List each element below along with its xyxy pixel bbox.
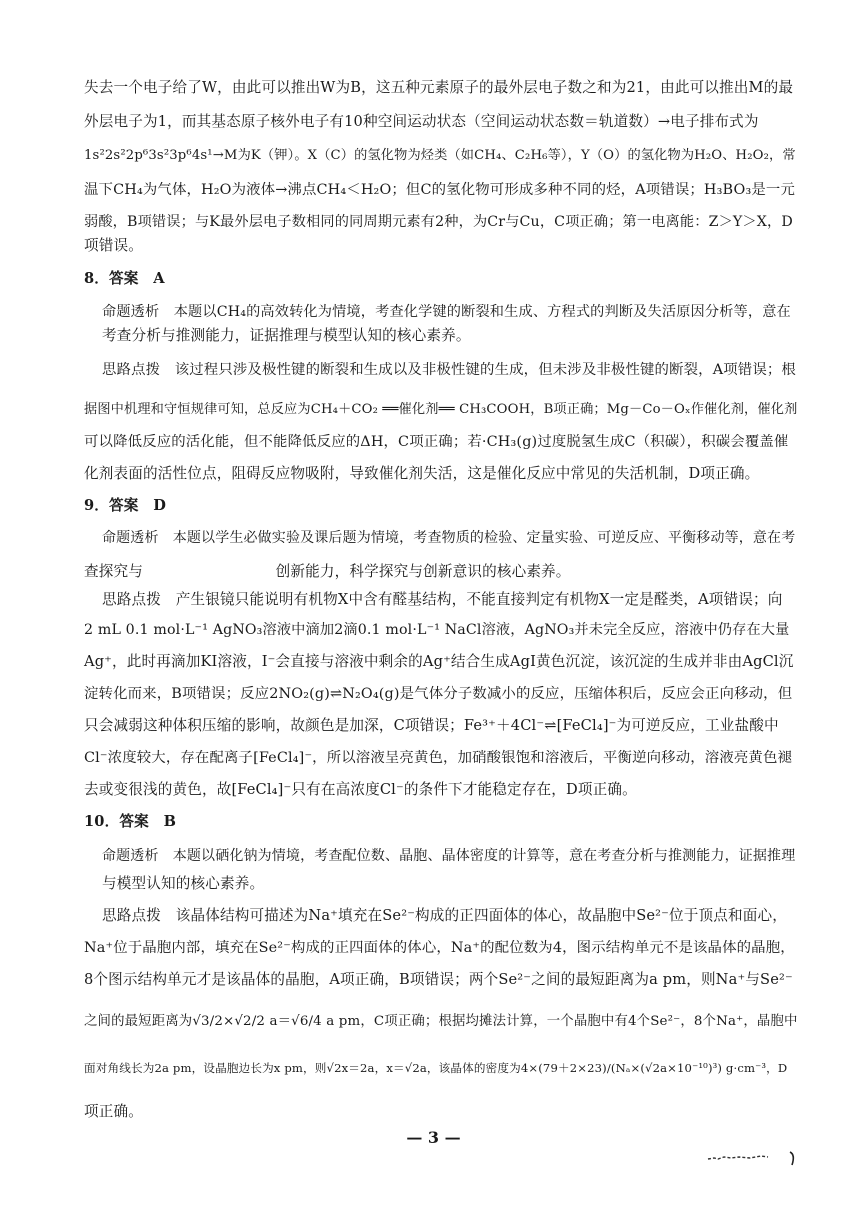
question-analysis: 命题透析 本题以学生必做实验及课后题为情境，考查物质的检验、定量实验、可逆反应、平衡移动等，意在考 — [102, 530, 796, 546]
text-line: 2 mL 0.1 mol·L⁻¹ AgNO₃溶液中滴加2滴0.1 mol·L⁻¹ NaCl溶液，AgNO₃并未完全反应，溶液中仍存在大量 — [84, 622, 790, 638]
solution-hint: 思路点拨 产生银镜只能说明有机物X中含有醛基结构，不能直接判定有机物X一定是醛类，A项错误；向 — [102, 591, 783, 608]
solution-hint: 思路点拨 该过程只涉及极性键的断裂和生成以及非极性键的生成，但未涉及非极性键的断裂，A项错误；根 — [102, 362, 796, 378]
text-line: Na⁺位于晶胞内部，填充在Se²⁻构成的正四面体的体心，Na⁺的配位数为4，图示结构单元不是该晶体的晶胞， — [84, 940, 795, 956]
text-line: 项正确。 — [84, 1103, 143, 1120]
question-analysis: 命题透析 本题以硒化钠为情境，考查配位数、晶胞、晶体密度的计算等，意在考查分析与推测能力，证据推理 — [102, 848, 796, 864]
text-line: 淀转化而来，B项错误；反应2NO₂(g)⇌N₂O₄(g)是气体分子数减小的反应，压缩体积后，反应会正向移动，但 — [84, 686, 793, 702]
text-line: 温下CH₄为气体，H₂O为液体→沸点CH₄＜H₂O；但C的氢化物可形成多种不同的烃，A项错误；H₃BO₃是一元 — [84, 182, 796, 198]
text-line: Cl⁻浓度较大，存在配离子[FeCl₄]⁻，所以溶液呈亮黄色，加硝酸银饱和溶液后，平衡逆向移动，溶液亮黄色褪 — [84, 750, 793, 766]
text-line: 与模型认知的核心素养。 — [102, 875, 265, 892]
text-line: 化剂表面的活性位点，阻碍反应物吸附，导致催化剂失活，这是催化反应中常见的失活机制，D项正确。 — [84, 465, 760, 482]
text-line: 项错误。 — [84, 237, 143, 254]
text-line: 弱酸，B项错误；与K最外层电子数相同的同周期元素有2种，为Cr与Cu，C项正确；第一电离能：Z＞Y＞X，D — [84, 214, 793, 230]
text-line: 考查分析与推测能力，证据推理与模型认知的核心素养。 — [102, 327, 471, 344]
text-line: 查探究与 创新能力，科学探究与创新意识的核心素养。 — [84, 563, 571, 580]
answer-heading: 8．答案 A — [84, 270, 165, 287]
text-line: 外层电子为1，而其基态原子核外电子有10种空间运动状态（空间运动状态数＝轨道数）→电子排布式为 — [84, 113, 759, 130]
text-line: 据图中机理和守恒规律可知，总反应为CH₄＋CO₂ ══催化剂══ CH₃COOH，B项正确；Mg－Co－Oₓ作催化剂，催化剂 — [84, 402, 798, 417]
text-line: Ag⁺，此时再滴加KI溶液，I⁻会直接与溶液中剩余的Ag⁺结合生成AgI黄色沉淀，该沉淀的生成并非由AgCl沉 — [84, 653, 794, 670]
text-line: 只会减弱这种体积压缩的影响，故颜色是加深，C项错误；Fe³⁺＋4Cl⁻⇌[FeCl₄]⁻为可逆反应，工业盐酸中 — [84, 717, 779, 734]
text-line: 可以降低反应的活化能，但不能降低反应的ΔH，C项正确；若·CH₃(g)过度脱氢生成C（积碳），积碳会覆盖催 — [84, 434, 789, 450]
page-number: — 3 — — [406, 1128, 461, 1147]
answer-heading: 9．答案 D — [84, 497, 167, 514]
text-line: 失去一个电子给了W，由此可以推出W为B，这五种元素原子的最外层电子数之和为21，由此可以推出M的最 — [84, 79, 794, 96]
question-analysis: 命题透析 本题以CH₄的高效转化为情境，考查化学键的断裂和生成、方程式的判断及失活原因分析等，意在 — [102, 304, 791, 320]
text-line: 面对角线长为2a pm，设晶胞边长为x pm，则√2x＝2a，x＝√2a，该晶体的密度为4×(79＋2×23)/(Nₐ×(√2a×10⁻¹⁰)³) g·cm⁻³，D — [84, 1061, 788, 1075]
text-line: 1s²2s²2p⁶3s²3p⁶4s¹→M为K（钾）。X（C）的氢化物为烃类（如CH₄、C₂H₆等），Y（O）的氢化物为H₂O、H₂O₂，常 — [84, 148, 796, 163]
answer-heading: 10．答案 B — [84, 813, 177, 830]
text-line: 之间的最短距离为√3/2×√2/2 a＝√6/4 a pm，C项正确；根据均摊法计算，一个晶胞中有4个Se²⁻，8个Na⁺，晶胞中 — [84, 1014, 798, 1029]
solution-hint: 思路点拨 该晶体结构可描述为Na⁺填充在Se²⁻构成的正四面体的体心，故晶胞中Se²⁻位于顶点和面心， — [102, 907, 787, 924]
text-line: 去或变很浅的黄色，故[FeCl₄]⁻只有在高浓度Cl⁻的条件下才能稳定存在，D项正确。 — [84, 781, 637, 798]
handwriting-mark — [706, 1150, 801, 1166]
text-line: 8个图示结构单元才是该晶体的晶胞，A项正确，B项错误；两个Se²⁻之间的最短距离为a pm，则Na⁺与Se²⁻ — [84, 971, 793, 988]
